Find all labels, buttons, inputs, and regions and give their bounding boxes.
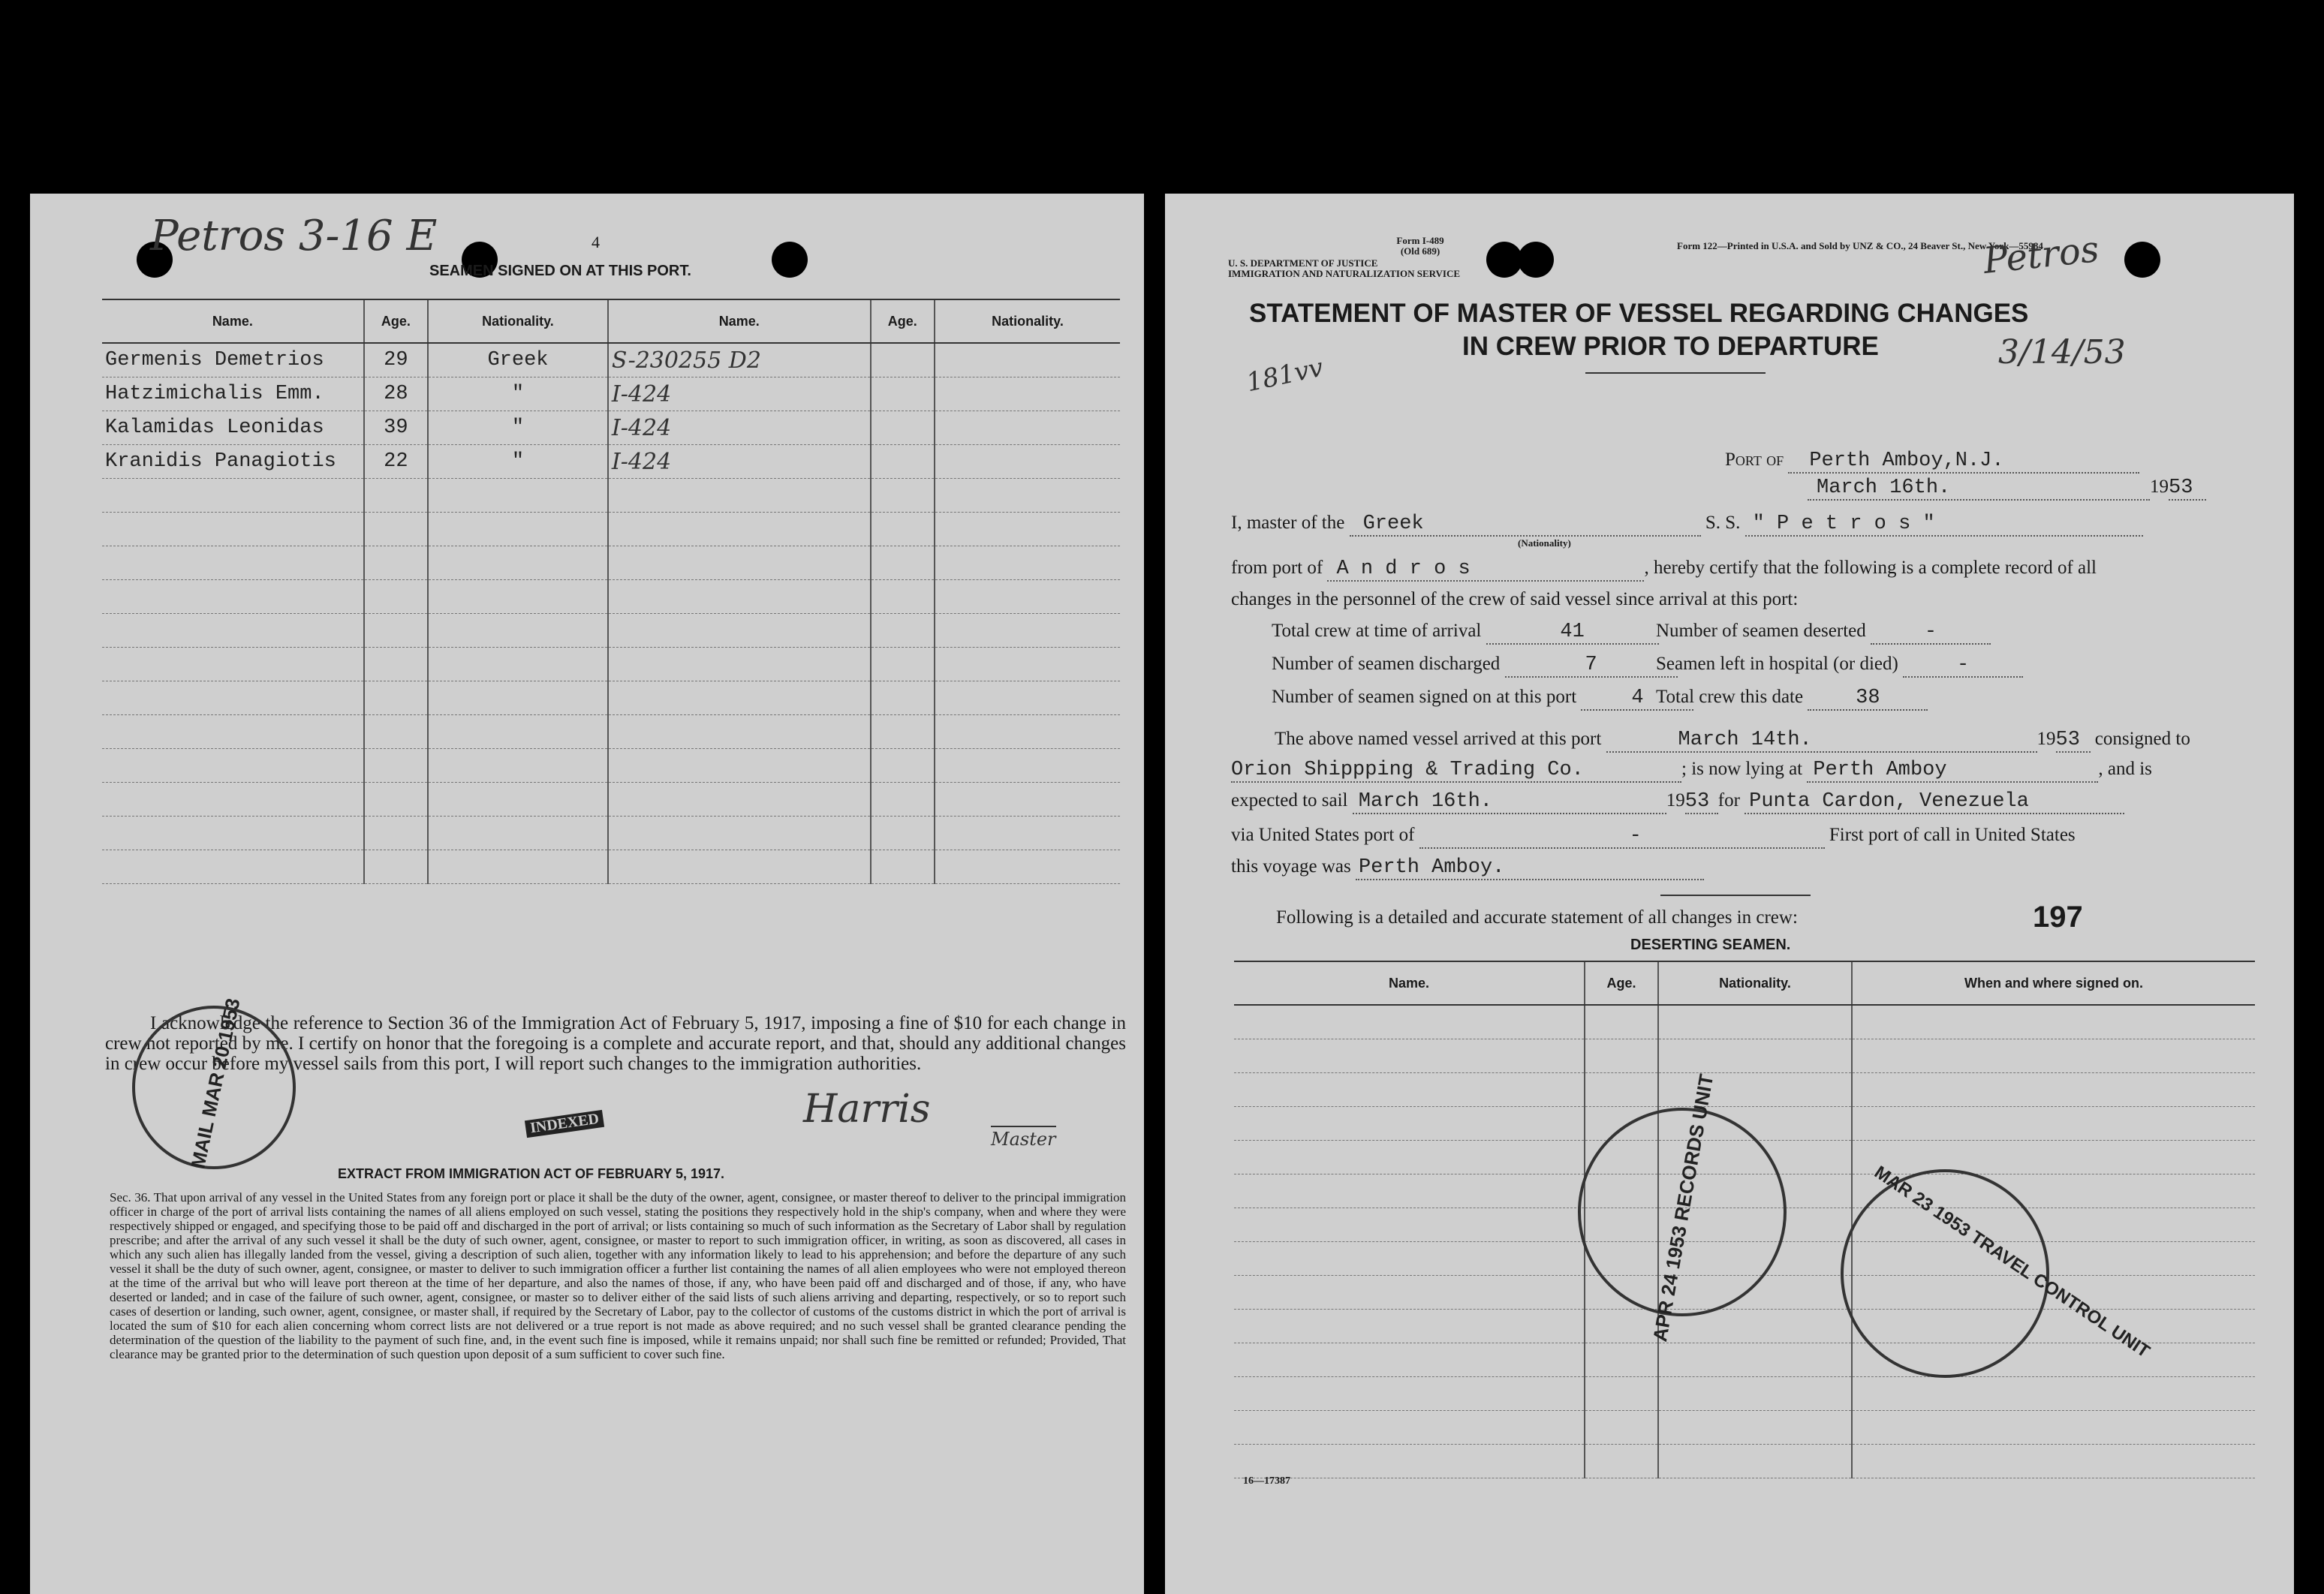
cell-nationality <box>1658 1343 1852 1377</box>
cell-nationality: " <box>428 445 608 479</box>
cell-age <box>364 715 428 749</box>
stat-label: Number of seamen deserted <box>1656 621 1866 641</box>
cell-name: Kranidis Panagiotis <box>102 445 364 479</box>
cell-nationality2 <box>935 817 1120 850</box>
cell-name <box>102 648 364 681</box>
date-value: March 16th. <box>1808 477 2150 501</box>
cell-nationality <box>1658 1005 1852 1039</box>
table-row <box>102 513 1120 546</box>
cell-name <box>1234 1276 1585 1310</box>
sail-year: 53 <box>1685 791 1718 814</box>
table-row <box>102 715 1120 749</box>
cell-age <box>364 749 428 783</box>
cell-age <box>1585 1377 1658 1411</box>
nationality-value: Greek <box>1350 513 1701 537</box>
cell-name <box>1234 1107 1585 1141</box>
extract-text: Sec. 36. That upon arrival of any vessel in the United States from any foreign port or place it shall be the duty of the owner, agent, consignee, or master thereof to deliver to the principal immigration officer in charge of the port of arrival lists containing the names of all aliens employed on such vessel, stating the positions they respectively hold in the ship's company, when and where they were respectively shipped or engaged, and specifying those to be paid off and discharged in the port of arrival; or lists containing so much of such information as the Secretary of Labor shall by regulation prescribe; and after the arrival of any such vessel it shall be the duty of such owner, agent, consignee, or master to report to such immigration officer, in writing, as soon as discovered, all cases in which any such alien has illegally landed from the vessel, giving a description of such alien, together with any information likely to lead to his apprehension; and before the departure of any such vessel it shall be the duty of such owner, agent, consignee, or master to deliver to such immigration officer a further list containing the names of all alien employees who were not employed thereon at the time of the arrival but who will leave port thereon at the time of her departure, and also the names of those, if any, who have been paid off and discharged and of those, if any, who have deserted or landed; and in case of the failure of such owner, agent, consignee, or master so to deliver either of the said lists of such aliens arriving and departing, respectively, or so to report such cases of desertion or landing, such owner, agent, consignee, or master shall, if required by the Secretary of Labor, pay to the collector of customs of the customs district in which the port of arrival is located the sum of $10 for each alien concerning whom correct lists are not delivered or a true report is not made as above required; and no such vessel shall be granted clearance pending the determination of the question of the liability to the payment of such fine, and, in the event such fine is imposed, while it remains unpaid; nor shall such fine be remitted or refunded; Provided, That clearance may be granted prior to the determination of such question upon deposit of a sum sufficient to cover such fine. <box>110 1190 1126 1361</box>
cell-nationality2 <box>935 614 1120 648</box>
col-nationality: Nationality. <box>935 299 1120 343</box>
table-row <box>102 445 1120 479</box>
count-number: 197 <box>2033 901 2083 934</box>
via-label: via United States port of <box>1231 825 1415 845</box>
deserting-title: DESERTING SEAMEN. <box>1630 937 1791 953</box>
cell-age2 <box>871 783 935 817</box>
sail-row <box>1231 789 2124 814</box>
cell-nationality <box>1658 1073 1852 1107</box>
printer-line: Form 122—Printed in U.S.A. and Sold by UNZ & CO., 24 Beaver St., New York—55984 <box>1677 240 2043 251</box>
punch-hole <box>1486 242 1522 278</box>
punch-hole <box>1518 242 1554 278</box>
extract-title: EXTRACT FROM IMMIGRATION ACT OF FEBRUARY 5, 1917. <box>338 1166 725 1181</box>
cell-nationality2 <box>935 513 1120 546</box>
cell-age: 28 <box>364 377 428 411</box>
cell-nationality <box>1658 1445 1852 1478</box>
cell-signed-on <box>1852 1005 2255 1039</box>
table-row <box>102 614 1120 648</box>
stat-label: Number of seamen discharged <box>1272 654 1501 674</box>
cell-note: I-424 <box>608 445 871 479</box>
cell-signed-on <box>1852 1411 2255 1445</box>
cell-name <box>1234 1073 1585 1107</box>
cell-note <box>608 479 871 513</box>
table-row <box>1234 1039 2255 1073</box>
cell-age2 <box>871 546 935 580</box>
table-row <box>102 783 1120 817</box>
cell-age <box>1585 1039 1658 1073</box>
cell-nationality2 <box>935 343 1120 377</box>
indexed-stamp: INDEXED <box>525 1110 604 1138</box>
cell-nationality <box>428 546 608 580</box>
ship-value: " P e t r o s " <box>1745 513 2143 537</box>
cell-age <box>1585 1073 1658 1107</box>
following-text: Following is a detailed and accurate statement of all changes in crew: <box>1276 907 1798 928</box>
cell-age2 <box>871 377 935 411</box>
crew-stat-row <box>1272 620 1659 645</box>
cell-signed-on <box>1852 1073 2255 1107</box>
cell-name: Kalamidas Leonidas <box>102 411 364 445</box>
via-row <box>1231 824 2076 849</box>
table-row <box>1234 1411 2255 1445</box>
cell-nationality: " <box>428 377 608 411</box>
from-port-label: from port of <box>1231 558 1323 578</box>
mail-stamp-text: MAIL MAR 20 1953 <box>186 996 245 1171</box>
from-port-value: A n d r o s <box>1327 558 1644 582</box>
cell-age <box>1585 1445 1658 1478</box>
col-nationality: Nationality. <box>1658 961 1852 1005</box>
cell-age2 <box>871 343 935 377</box>
cell-nationality <box>428 715 608 749</box>
cell-name <box>102 580 364 614</box>
left-page <box>30 194 1144 1594</box>
cell-name: Hatzimichalis Emm. <box>102 377 364 411</box>
from-port-row <box>1231 557 2097 582</box>
consignee-row <box>1231 758 2152 783</box>
cell-name <box>102 681 364 715</box>
table-row <box>102 411 1120 445</box>
cell-age <box>364 648 428 681</box>
col-age: Age. <box>1585 961 1658 1005</box>
year-prefix: 19 <box>2037 729 2056 749</box>
stat-value: 38 <box>1808 687 1928 711</box>
cell-name <box>102 783 364 817</box>
ss-label: S. S. <box>1705 513 1741 533</box>
col-age: Age. <box>364 299 428 343</box>
cell-name <box>102 479 364 513</box>
punch-hole <box>772 242 808 278</box>
port-of-label: Port of <box>1725 450 1784 470</box>
cell-age2 <box>871 681 935 715</box>
cell-nationality <box>428 783 608 817</box>
stat-value: 7 <box>1505 654 1678 678</box>
cell-age <box>364 513 428 546</box>
table-row <box>1234 1005 2255 1039</box>
form-title-line2: IN CREW PRIOR TO DEPARTURE <box>1462 332 1879 361</box>
cell-nationality <box>428 580 608 614</box>
page-marker: 4 <box>592 233 600 251</box>
cell-age2 <box>871 614 935 648</box>
col-name: Name. <box>1234 961 1585 1005</box>
cell-note <box>608 546 871 580</box>
form-title-line1: STATEMENT OF MASTER OF VESSEL REGARDING CHANGES <box>1249 299 2029 328</box>
cell-name <box>102 749 364 783</box>
cell-nationality: " <box>428 411 608 445</box>
cell-note <box>608 614 871 648</box>
arrived-row <box>1275 728 2190 753</box>
cell-nationality2 <box>935 715 1120 749</box>
records-unit-stamp-text: APR 24 1953 RECORDS UNIT <box>1648 1072 1718 1343</box>
cell-age: 22 <box>364 445 428 479</box>
table-row <box>1234 1073 2255 1107</box>
cell-note <box>608 681 871 715</box>
cell-name <box>1234 1039 1585 1073</box>
cell-note <box>608 513 871 546</box>
table-row <box>102 580 1120 614</box>
col-nationality: Nationality. <box>428 299 608 343</box>
table-row <box>102 850 1120 884</box>
arrived-year: 53 <box>2056 729 2091 753</box>
arrived-label: The above named vessel arrived at this port <box>1275 729 1602 749</box>
cell-note <box>608 817 871 850</box>
cell-nationality2 <box>935 411 1120 445</box>
arrived-value: March 14th. <box>1606 729 2037 753</box>
stat-label: Total crew at time of arrival <box>1272 621 1482 641</box>
cell-age: 29 <box>364 343 428 377</box>
cell-signed-on <box>1852 1039 2255 1073</box>
cell-age2 <box>871 479 935 513</box>
voyage-row <box>1231 856 1704 880</box>
cell-signed-on <box>1852 1377 2255 1411</box>
and-is: , and is <box>2098 759 2152 779</box>
cell-age <box>364 817 428 850</box>
sail-value: March 16th. <box>1353 791 1666 814</box>
col-age: Age. <box>871 299 935 343</box>
master-of-label: I, master of the <box>1231 513 1345 533</box>
table-row <box>1234 1343 2255 1377</box>
handwritten-date: 3/14/53 <box>1998 333 2126 371</box>
cell-nationality2 <box>935 377 1120 411</box>
punch-hole <box>2124 242 2160 278</box>
cell-age2 <box>871 715 935 749</box>
cell-note: I-424 <box>608 411 871 445</box>
cell-age <box>364 783 428 817</box>
cell-nationality2 <box>935 850 1120 884</box>
year-prefix: 19 <box>2150 477 2169 497</box>
cell-note <box>608 850 871 884</box>
cell-nationality <box>428 681 608 715</box>
cell-age <box>364 614 428 648</box>
cell-note: S-230255 D2 <box>608 343 871 377</box>
cell-age <box>364 479 428 513</box>
via-value: - <box>1419 826 1825 849</box>
port-of-value: Perth Amboy,N.J. <box>1788 450 2139 474</box>
table-row <box>102 343 1120 377</box>
cell-nationality <box>1658 1411 1852 1445</box>
crew-stat-row <box>1656 620 1991 645</box>
right-page <box>1165 194 2294 1594</box>
cell-name <box>1234 1174 1585 1208</box>
col-signed-on: When and where signed on. <box>1852 961 2255 1005</box>
cell-nationality2 <box>935 783 1120 817</box>
cell-name <box>1234 1310 1585 1343</box>
master-label: Master <box>991 1126 1056 1150</box>
stat-label: Seamen left in hospital (or died) <box>1656 654 1898 674</box>
stat-value: 4 <box>1581 687 1693 711</box>
cell-name <box>102 614 364 648</box>
cell-age <box>364 546 428 580</box>
handwritten-ref: 181vv <box>1243 352 1326 398</box>
table-row <box>1234 1377 2255 1411</box>
sail-label: expected to sail <box>1231 790 1348 811</box>
cell-age2 <box>871 411 935 445</box>
master-of-row <box>1231 512 2143 537</box>
cell-nationality <box>428 749 608 783</box>
cell-name <box>1234 1208 1585 1242</box>
handwritten-ship-name: Petros <box>1981 228 2101 282</box>
table-row <box>102 377 1120 411</box>
cell-nationality: Greek <box>428 343 608 377</box>
cell-age <box>1585 1005 1658 1039</box>
cell-name <box>102 513 364 546</box>
cell-age2 <box>871 513 935 546</box>
cell-age: 39 <box>364 411 428 445</box>
cell-nationality <box>1658 1039 1852 1073</box>
cell-age <box>364 681 428 715</box>
cell-nationality2 <box>935 580 1120 614</box>
stat-value: - <box>1871 621 1991 645</box>
cell-name <box>102 546 364 580</box>
table-row <box>102 749 1120 783</box>
cell-age <box>364 850 428 884</box>
voyage-value: Perth Amboy. <box>1356 857 1704 880</box>
year-value: 53 <box>2169 477 2206 501</box>
crew-stat-row <box>1656 653 2023 678</box>
seamen-signed-table <box>102 299 1120 884</box>
cell-age <box>364 580 428 614</box>
cell-name <box>102 817 364 850</box>
cell-note <box>608 783 871 817</box>
cell-nationality <box>428 614 608 648</box>
cell-nationality2 <box>935 749 1120 783</box>
table-row <box>102 681 1120 715</box>
form-number <box>1375 236 1465 257</box>
table-row <box>102 479 1120 513</box>
title-rule <box>1585 372 1766 374</box>
service: IMMIGRATION AND NATURALIZATION SERVICE <box>1228 268 1461 279</box>
stat-value: 41 <box>1486 621 1659 645</box>
cell-age <box>1585 1310 1658 1343</box>
for-label: for <box>1717 790 1740 811</box>
for-value: Punta Cardon, Venezuela <box>1745 791 2124 814</box>
first-port-label: First port of call in United States <box>1829 825 2076 845</box>
cell-note <box>608 580 871 614</box>
cell-nationality2 <box>935 681 1120 715</box>
cell-name <box>1234 1411 1585 1445</box>
date-row <box>1808 476 2206 501</box>
cell-name <box>1234 1005 1585 1039</box>
year-prefix: 19 <box>1666 790 1685 811</box>
lying-value: Perth Amboy <box>1807 759 2098 783</box>
section-title: SEAMEN SIGNED ON AT THIS PORT. <box>429 263 691 279</box>
cell-nationality2 <box>935 546 1120 580</box>
cell-name <box>1234 1141 1585 1174</box>
cell-name <box>102 715 364 749</box>
travel-control-stamp-text: MAR 23 1953 TRAVEL CONTROL UNIT <box>1871 1162 2154 1362</box>
cell-nationality2 <box>935 648 1120 681</box>
col-name: Name. <box>608 299 871 343</box>
cell-name <box>1234 1242 1585 1276</box>
rule <box>1660 895 1811 896</box>
cell-name <box>1234 1445 1585 1478</box>
department <box>1228 258 1460 279</box>
cell-note <box>608 648 871 681</box>
cell-nationality <box>428 648 608 681</box>
cell-nationality2 <box>935 445 1120 479</box>
cell-age <box>1585 1411 1658 1445</box>
cell-nationality2 <box>935 479 1120 513</box>
cell-signed-on <box>1852 1445 2255 1478</box>
footer-code: 16—17387 <box>1243 1475 1290 1487</box>
stat-value: - <box>1903 654 2023 678</box>
handwritten-ship-name: Petros 3-16 E <box>150 212 438 260</box>
cell-age2 <box>871 445 935 479</box>
crew-stat-row <box>1272 686 1693 711</box>
table-row <box>102 546 1120 580</box>
col-name: Name. <box>102 299 364 343</box>
cell-age2 <box>871 648 935 681</box>
consignee-value: Orion Shippping & Trading Co. <box>1231 759 1681 783</box>
cell-age2 <box>871 580 935 614</box>
cell-nationality <box>428 513 608 546</box>
certify-text: , hereby certify that the following is a complete record of all <box>1644 558 2097 578</box>
consigned-label: consigned to <box>2094 729 2190 749</box>
cell-signed-on <box>1852 1107 2255 1141</box>
cell-name <box>1234 1377 1585 1411</box>
table-row <box>1234 1445 2255 1478</box>
nationality-caption: (Nationality) <box>1518 537 1571 549</box>
stat-label: Total crew this date <box>1656 687 1804 707</box>
form-old: (Old 689) <box>1400 245 1440 257</box>
lying-label: ; is now lying at <box>1681 759 1803 779</box>
cell-nationality <box>1658 1377 1852 1411</box>
cell-name <box>1234 1343 1585 1377</box>
cell-signed-on <box>1852 1141 2255 1174</box>
cell-age2 <box>871 749 935 783</box>
form-no: Form I-489 <box>1396 235 1444 246</box>
voyage-label: this voyage was <box>1231 856 1351 877</box>
acknowledgement-text: I acknowledge the reference to Section 36 of the Immigration Act of February 5, 1917, imposing a fine of $10 for each change in crew not reported by me. I certify on honor that the foregoing is a complete and accurate report, and that, should any additional changes in crew occur before my vessel sails from this port, I will report such changes to the immigration authorities. <box>105 1013 1126 1074</box>
stat-label: Number of seamen signed on at this port <box>1272 687 1577 707</box>
cell-note <box>608 749 871 783</box>
cell-name <box>102 850 364 884</box>
cell-nationality <box>428 850 608 884</box>
crew-stat-row <box>1272 653 1678 678</box>
port-of-row <box>1725 449 2139 474</box>
master-signature: Harris <box>803 1087 931 1132</box>
dept: U. S. DEPARTMENT OF JUSTICE <box>1228 257 1378 269</box>
cell-nationality <box>428 479 608 513</box>
cell-age2 <box>871 817 935 850</box>
crew-stat-row <box>1656 686 1928 711</box>
table-row <box>102 817 1120 850</box>
cell-name: Germenis Demetrios <box>102 343 364 377</box>
changes-text: changes in the personnel of the crew of said vessel since arrival at this port: <box>1231 589 1799 609</box>
cell-age <box>1585 1343 1658 1377</box>
cell-nationality <box>428 817 608 850</box>
cell-age2 <box>871 850 935 884</box>
cell-note: I-424 <box>608 377 871 411</box>
cell-note <box>608 715 871 749</box>
table-row <box>102 648 1120 681</box>
